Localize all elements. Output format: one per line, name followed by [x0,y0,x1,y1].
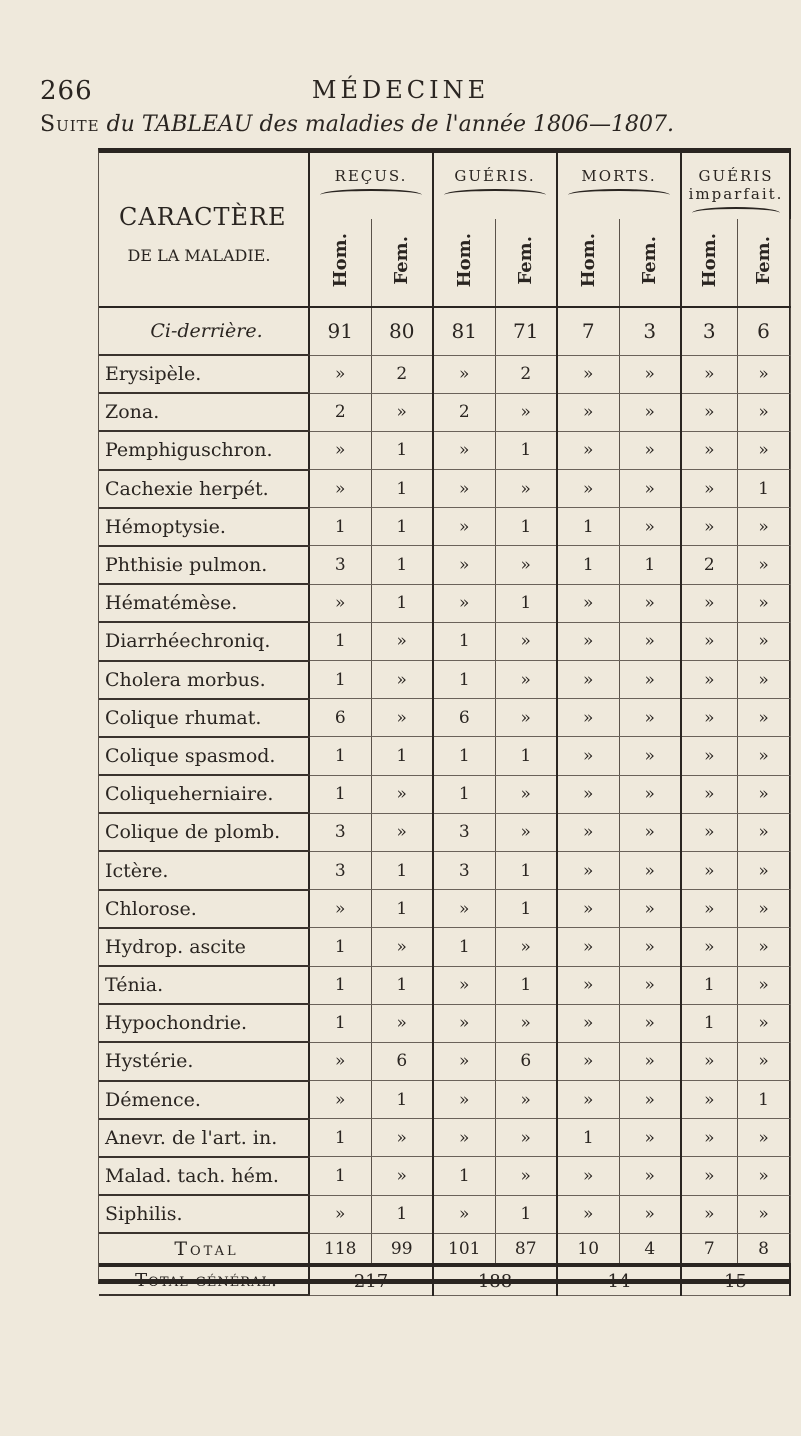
row-value: 1 [371,966,433,1004]
row-value: 3 [619,307,681,355]
row-value: » [737,851,790,889]
row-value: » [309,1081,371,1119]
row-value: 1 [371,546,433,584]
row-value: 1 [737,1081,790,1119]
row-value: » [619,1081,681,1119]
caption-title: TABLEAU [141,112,253,137]
header-sub-hom: Hom. [681,219,737,307]
row-value: » [681,737,737,775]
row-value: » [681,584,737,622]
table-row [99,1195,790,1233]
header-sub-fem: Fem. [737,219,790,307]
table-row [99,1004,790,1042]
row-value: » [495,928,557,966]
row-value: 1 [309,928,371,966]
row-value: » [557,1081,619,1119]
row-value: » [619,1042,681,1080]
row-value: » [557,1004,619,1042]
disease-table [98,148,791,1292]
row-value: 1 [309,737,371,775]
row-value: » [495,1157,557,1195]
row-value: » [495,546,557,584]
row-value: » [309,1042,371,1080]
row-value: » [433,966,495,1004]
row-value: 6 [433,699,495,737]
row-value: » [495,1081,557,1119]
row-value: 1 [557,546,619,584]
row-value: » [681,508,737,546]
table-row [99,851,790,889]
row-value: » [737,1119,790,1157]
row-value: » [681,813,737,851]
row-value: » [619,1195,681,1233]
row-value: » [557,775,619,813]
row-value: » [557,966,619,1004]
row-value: » [495,699,557,737]
table-row [99,546,790,584]
row-value: » [371,813,433,851]
row-label: Hémoptysie. [99,508,309,546]
header-group-recus: REÇUS. [309,153,433,219]
row-value: 118 [309,1233,371,1265]
row-value: » [371,1157,433,1195]
row-value: » [737,928,790,966]
row-value: » [495,470,557,508]
row-label: Hydrop. ascite [99,928,309,966]
row-label: Ictère. [99,851,309,889]
row-value: » [737,737,790,775]
header-sub-fem: Fem. [371,219,433,307]
row-value: 91 [309,307,371,355]
header-row-groups [99,153,790,219]
header-sub-hom: Hom. [309,219,371,307]
row-value: » [737,966,790,1004]
header-sub-fem: Fem. [495,219,557,307]
row-value: » [495,775,557,813]
row-value: » [737,508,790,546]
row-value: 6 [495,1042,557,1080]
table-row [99,661,790,699]
row-value: » [557,393,619,431]
row-value: » [371,1119,433,1157]
table-row [99,1119,790,1157]
row-value: 8 [737,1233,790,1265]
table-row [99,890,790,928]
row-label: Cholera morbus. [99,661,309,699]
row-label: Malad. tach. hém. [99,1157,309,1195]
row-value: 1 [495,890,557,928]
row-value: » [681,1081,737,1119]
row-value: » [681,1042,737,1080]
row-value: » [433,355,495,393]
row-label: Zona. [99,393,309,431]
row-value: 1 [737,470,790,508]
row-value: » [737,1157,790,1195]
row-label: Erysipèle. [99,355,309,393]
table-row [99,813,790,851]
row-label: Cachexie herpét. [99,470,309,508]
row-value: » [619,508,681,546]
row-label: Pemphiguschron. [99,431,309,469]
row-value: » [737,890,790,928]
row-value: » [309,890,371,928]
row-value: » [619,928,681,966]
row-value: 1 [371,737,433,775]
table-row [99,508,790,546]
disease-table-grid [99,153,791,1296]
row-value: 3 [681,307,737,355]
row-value: 3 [433,851,495,889]
row-value: 1 [371,431,433,469]
row-value: » [371,775,433,813]
row-value: » [557,584,619,622]
row-value: » [433,1042,495,1080]
table-row [99,584,790,622]
row-value: » [495,661,557,699]
row-value: » [681,851,737,889]
row-value: » [737,393,790,431]
row-value: » [737,622,790,660]
header-sub-hom: Hom. [433,219,495,307]
page-number: 266 [40,76,93,106]
row-value: » [619,966,681,1004]
header-group-gueris: GUÉRIS. [433,153,557,219]
row-value: » [681,1195,737,1233]
row-value: 4 [619,1233,681,1265]
row-label: Coliqueherniaire. [99,775,309,813]
row-value: 1 [309,622,371,660]
table-row [99,1042,790,1080]
table-row [99,622,790,660]
row-label: Hystérie. [99,1042,309,1080]
row-value: » [371,699,433,737]
row-value: 1 [495,508,557,546]
row-value: 3 [309,813,371,851]
row-value: » [619,622,681,660]
row-value: 2 [309,393,371,431]
row-value: » [371,928,433,966]
row-value: » [433,890,495,928]
table-caption [40,112,674,137]
row-value: 1 [309,1119,371,1157]
row-value: 2 [681,546,737,584]
row-value: 1 [433,775,495,813]
row-label: Ci-derrière. [99,307,309,355]
row-value: 1 [309,1004,371,1042]
row-value: » [557,1042,619,1080]
row-value: 6 [737,307,790,355]
row-value: 1 [371,584,433,622]
row-label: Colique spasmod. [99,737,309,775]
row-value: » [433,431,495,469]
row-value: 10 [557,1233,619,1265]
row-value: 1 [371,508,433,546]
row-label: Hématémèse. [99,584,309,622]
row-value: 1 [371,890,433,928]
row-value: 2 [433,393,495,431]
row-value: » [433,508,495,546]
row-value: 6 [309,699,371,737]
row-value: 1 [433,622,495,660]
row-value: » [681,1157,737,1195]
row-value: 3 [433,813,495,851]
row-value: » [433,1195,495,1233]
row-value: » [681,470,737,508]
row-value: » [557,622,619,660]
brace-icon [320,189,422,201]
header-label-sub: DE LA MALADIE. [127,245,271,265]
row-value: » [619,584,681,622]
row-value: » [619,1119,681,1157]
row-value: 1 [371,1195,433,1233]
table-row [99,1081,790,1119]
row-value: 1 [495,737,557,775]
row-value: » [433,470,495,508]
brace-icon [692,207,780,219]
row-value: 101 [433,1233,495,1265]
row-label: Phthisie pulmon. [99,546,309,584]
row-value: » [619,699,681,737]
row-value: » [557,699,619,737]
table-row [99,737,790,775]
brace-icon [444,189,546,201]
row-value: » [371,393,433,431]
row-value: 2 [495,355,557,393]
row-value: » [681,622,737,660]
row-value: 1 [681,1004,737,1042]
row-value: 217 [309,1265,433,1295]
row-label: Hypochondrie. [99,1004,309,1042]
row-label: Colique rhumat. [99,699,309,737]
table-row [99,775,790,813]
row-value: 1 [681,966,737,1004]
row-value: » [433,584,495,622]
row-value: 7 [557,307,619,355]
row-value: 188 [433,1265,557,1295]
row-value: » [557,431,619,469]
row-value: 1 [495,851,557,889]
row-value: 3 [309,851,371,889]
row-value: » [681,431,737,469]
row-value: » [309,584,371,622]
row-value: » [619,393,681,431]
row-label: Anevr. de l'art. in. [99,1119,309,1157]
row-value: 1 [433,1157,495,1195]
row-value: » [737,775,790,813]
row-value: » [681,890,737,928]
row-value: 1 [495,966,557,1004]
row-value: » [681,699,737,737]
row-label: Total général. [99,1265,309,1295]
row-value: » [619,470,681,508]
row-value: » [371,622,433,660]
header-sub-fem: Fem. [619,219,681,307]
row-value: » [371,1004,433,1042]
grand-total-row [99,1265,790,1295]
row-value: » [737,813,790,851]
row-value: 15 [681,1265,790,1295]
row-value: » [495,1004,557,1042]
table-row [99,699,790,737]
row-value: 1 [309,1157,371,1195]
row-value: » [681,1119,737,1157]
caption-suffix: des maladies de l'année 1806—1807. [252,112,675,137]
row-value: » [681,661,737,699]
row-value: » [737,431,790,469]
row-value: » [309,431,371,469]
row-value: » [557,813,619,851]
row-value: » [309,1195,371,1233]
row-value: » [619,775,681,813]
row-value: 71 [495,307,557,355]
table-row [99,966,790,1004]
row-value: » [619,431,681,469]
table-row [99,928,790,966]
row-value: » [619,661,681,699]
row-value: » [619,1157,681,1195]
row-value: 81 [433,307,495,355]
row-label: Siphilis. [99,1195,309,1233]
row-label: Colique de plomb. [99,813,309,851]
row-value: » [433,546,495,584]
row-label: Chlorose. [99,890,309,928]
row-value: » [557,851,619,889]
row-value: » [681,928,737,966]
row-value: 6 [371,1042,433,1080]
header-label-cell [99,153,309,307]
row-label: Démence. [99,1081,309,1119]
caption-mid: du [99,112,142,137]
row-label: Diarrhéechroniq. [99,622,309,660]
row-value: » [619,737,681,775]
row-value: » [737,584,790,622]
row-value: » [737,546,790,584]
row-value: » [619,1004,681,1042]
header-sub-hom: Hom. [557,219,619,307]
table-row [99,307,790,355]
row-value: 1 [495,431,557,469]
row-label: Ténia. [99,966,309,1004]
total-row [99,1233,790,1265]
table-row [99,355,790,393]
row-value: 1 [557,508,619,546]
row-value: 1 [371,470,433,508]
row-value: 1 [557,1119,619,1157]
row-value: » [737,699,790,737]
row-value: » [309,470,371,508]
row-value: 14 [557,1265,681,1295]
row-value: 87 [495,1233,557,1265]
row-value: » [495,622,557,660]
row-value: » [619,851,681,889]
row-value: » [619,813,681,851]
row-value: 1 [371,851,433,889]
row-value: » [495,1119,557,1157]
row-value: 1 [309,661,371,699]
row-value: » [557,737,619,775]
running-head: MÉDECINE [311,76,490,104]
row-value: 3 [309,546,371,584]
header-label-main: CARACTÈRE [119,202,287,231]
row-value: » [681,393,737,431]
table-row [99,1157,790,1195]
row-value: 1 [309,775,371,813]
row-value: » [737,661,790,699]
header-group-morts: MORTS. [557,153,681,219]
row-value: 80 [371,307,433,355]
row-value: » [737,1004,790,1042]
row-value: » [619,890,681,928]
row-value: » [433,1119,495,1157]
row-value: 1 [371,1081,433,1119]
row-value: » [557,1157,619,1195]
row-value: 1 [433,737,495,775]
row-value: 1 [495,584,557,622]
row-value: 1 [495,1195,557,1233]
row-value: 7 [681,1233,737,1265]
row-value: 1 [309,966,371,1004]
row-value: » [495,393,557,431]
row-value: 1 [433,928,495,966]
row-value: 1 [309,508,371,546]
row-value: 2 [371,355,433,393]
brace-icon [568,189,670,201]
row-value: » [681,355,737,393]
row-value: » [557,661,619,699]
row-value: » [495,813,557,851]
row-value: » [557,355,619,393]
caption-prefix: Suite [40,112,100,137]
header-group-gueris-imparfait: GUÉRIS imparfait. [681,153,790,219]
row-value: 1 [433,661,495,699]
row-label: Total [99,1233,309,1265]
table-row [99,470,790,508]
row-value: » [737,1042,790,1080]
row-value: » [681,775,737,813]
row-value: » [557,1195,619,1233]
row-value: » [557,470,619,508]
row-value: » [309,355,371,393]
row-value: » [737,355,790,393]
row-value: » [619,355,681,393]
table-row [99,393,790,431]
table-row [99,431,790,469]
row-value: 99 [371,1233,433,1265]
row-value: » [557,890,619,928]
row-value: » [557,928,619,966]
row-value: » [737,1195,790,1233]
row-value: » [433,1004,495,1042]
row-value: » [433,1081,495,1119]
row-value: » [371,661,433,699]
row-value: 1 [619,546,681,584]
